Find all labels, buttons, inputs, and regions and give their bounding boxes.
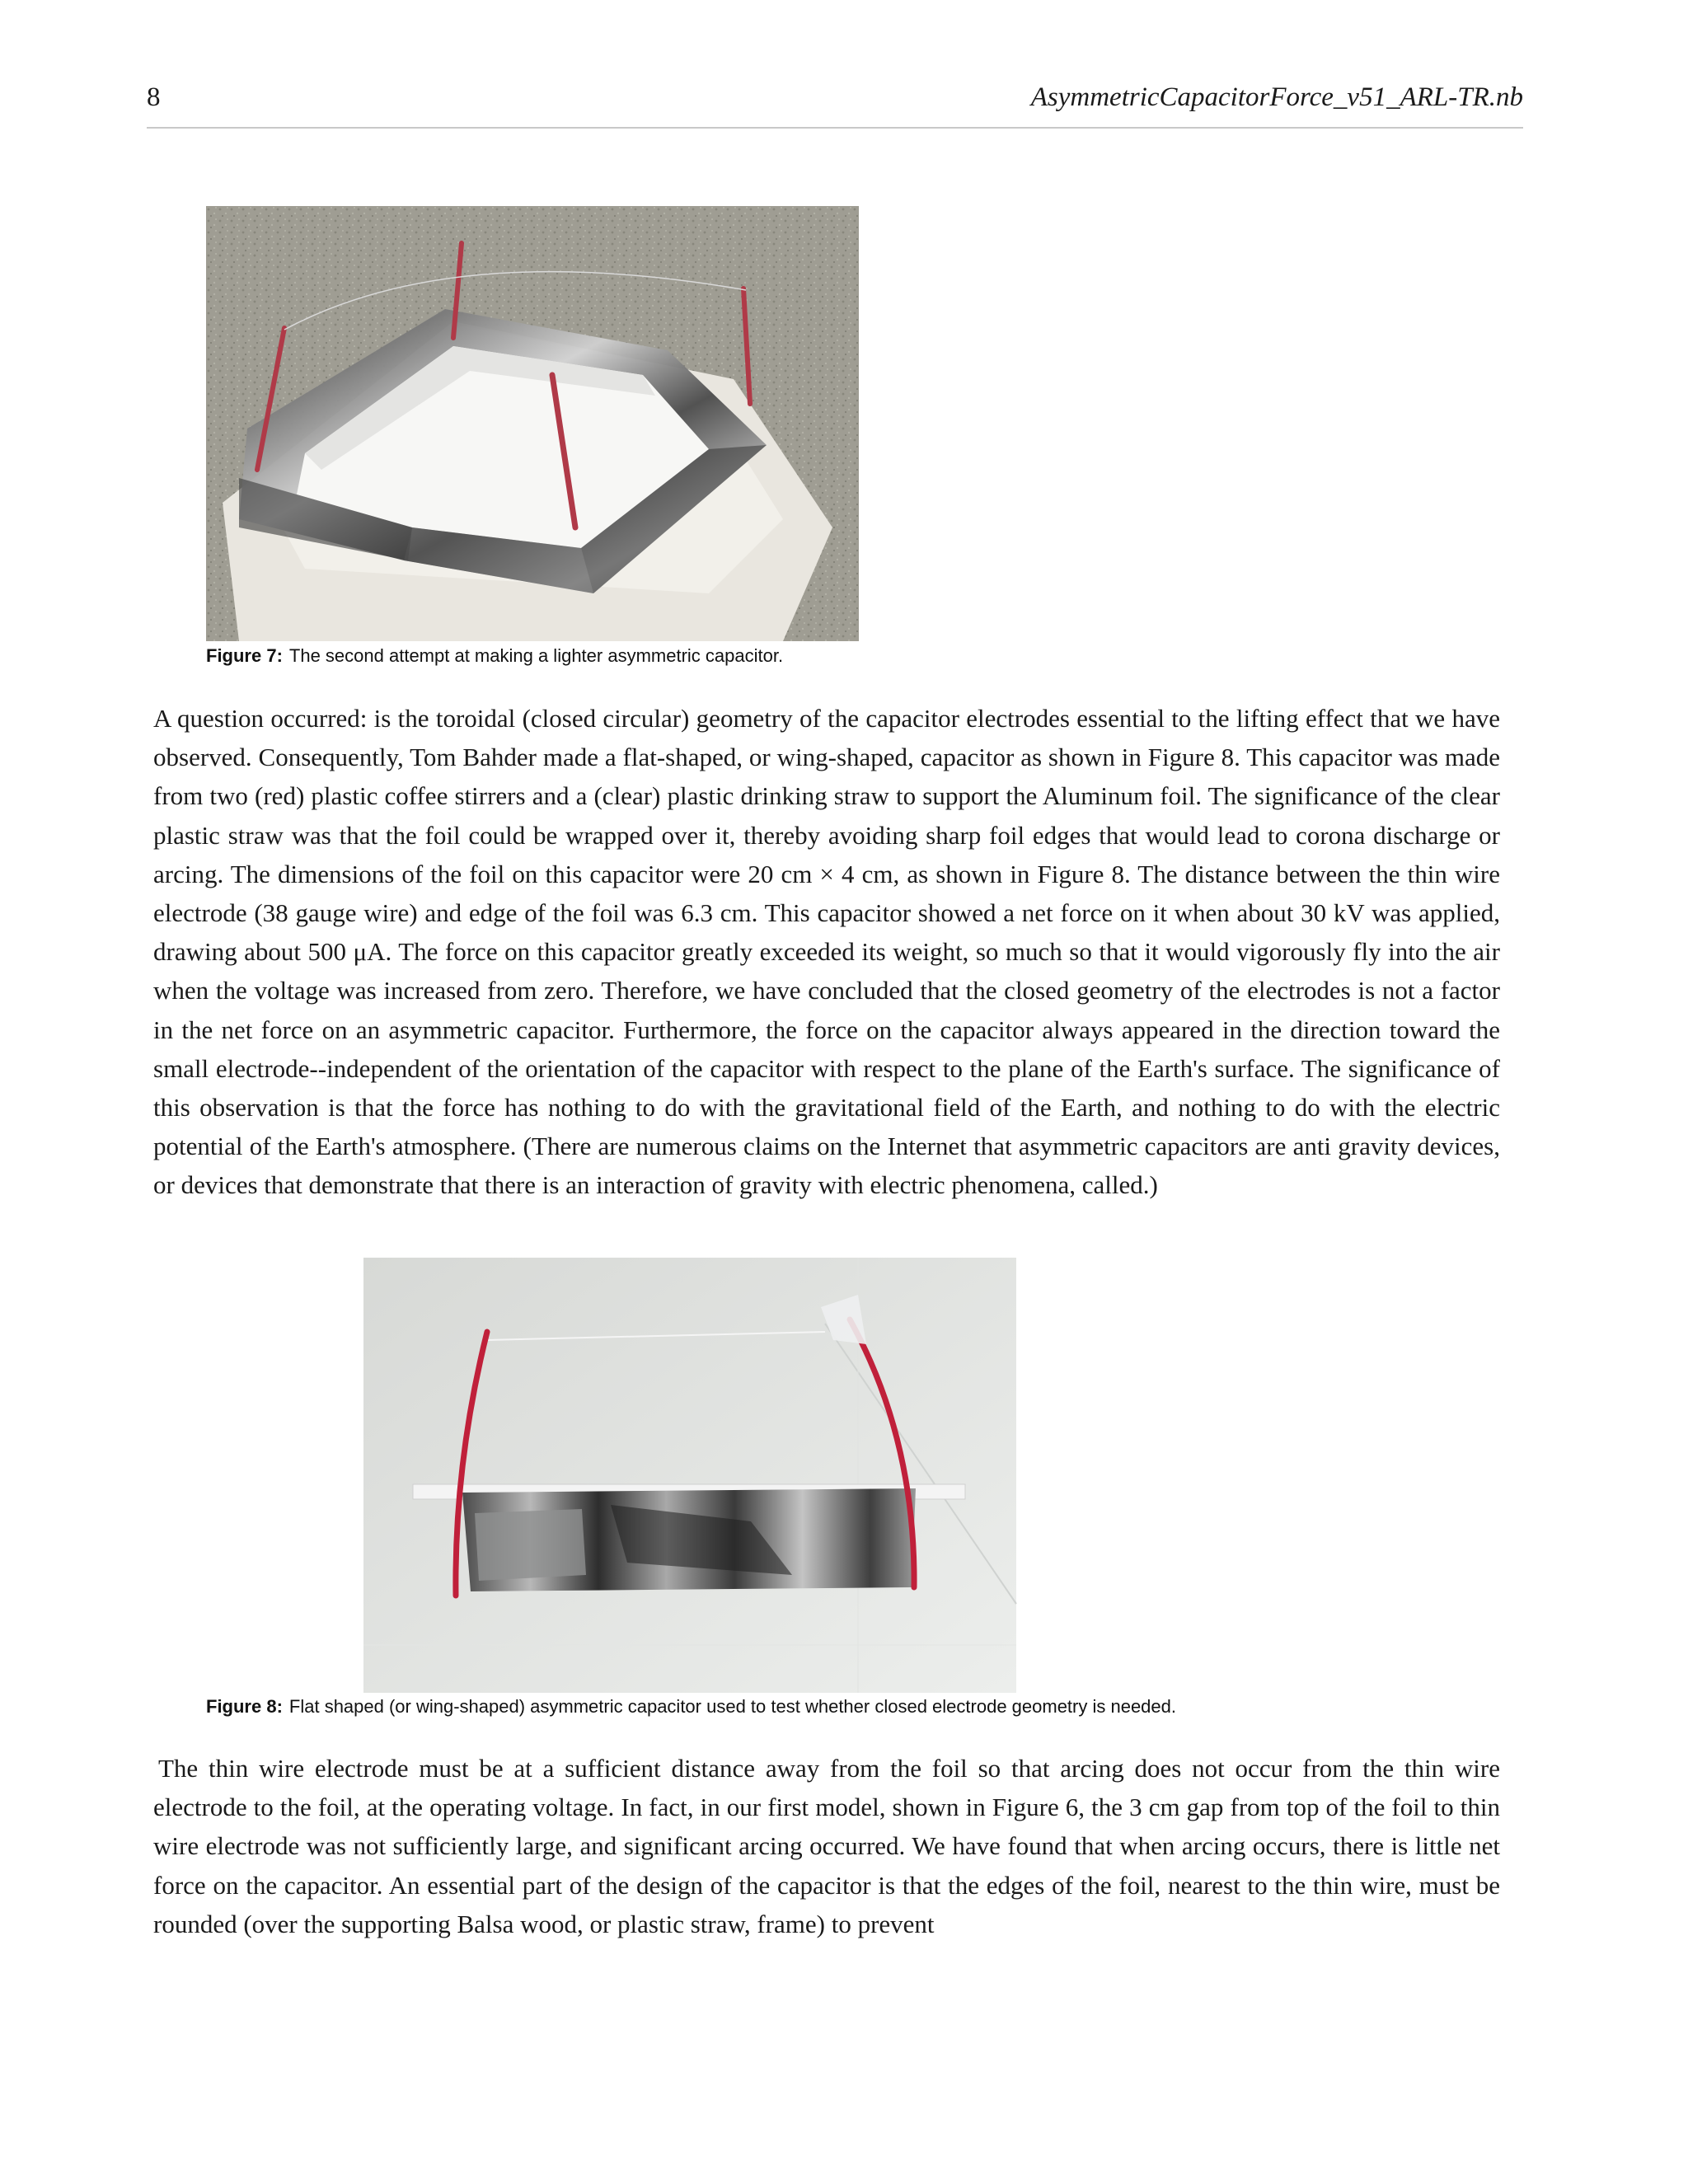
figure-8-caption-text: Flat shaped (or wing-shaped) asymmetric capacitor used to test whether closed electrode geometry is needed. [288, 1696, 1177, 1717]
running-title: AsymmetricCapacitorForce_v51_ARL-TR.nb [1030, 82, 1523, 112]
figure-8-label: Figure 8: [206, 1696, 283, 1717]
figure-7-caption-text: The second attempt at making a lighter asymmetric capacitor. [288, 645, 784, 666]
body-paragraph-2: The thin wire electrode must be at a sufficient distance away from the foil so that arcing does not occur from the thin wire electrode to the foil, at the operating voltage. In fact, in our first model, shown in Figure 6, the 3 cm gap from top of the foil to thin wire electrode was not sufficiently large, and significant arcing occurred. We have found that when arcing occurs, there is little net force on the capacitor. An essential part of the design of the capacitor is that the edges of the foil, nearest to the thin wire, must be rounded (over the supporting Balsa wood, or plastic straw, frame) to prevent [153, 1754, 1500, 1938]
figure-7-label: Figure 7: [206, 645, 283, 666]
page-number: 8 [147, 82, 161, 112]
figure-7-caption [206, 645, 783, 667]
figure-8-photo [363, 1258, 1016, 1693]
figure-8-caption [206, 1696, 1176, 1718]
page-header [147, 79, 1523, 129]
body-paragraph-1: A question occurred: is the toroidal (closed circular) geometry of the capacitor electrodes essential to the lifting effect that we have observed. Consequently, Tom Bahder made a flat-shaped, or wing-shaped, capacitor as shown in Figure 8. This capacitor was made from two (red) plastic coffee stirrers and a (clear) plastic drinking straw to support the Aluminum foil. The significance of the clear plastic straw was that the foil could be wrapped over it, thereby avoiding sharp foil edges that would lead to corona discharge or arcing. The dimensions of the foil on this capacitor were 20 cm × 4 cm, as shown in Figure 8. The distance between the thin wire electrode (38 gauge wire) and edge of the foil was 6.3 cm. This capacitor showed a net force on it when about 30 kV was applied, drawing about 500 μA. The force on this capacitor greatly exceeded its weight, so much so that it would vigorously fly into the air when the voltage was increased from zero. Therefore, we have concluded that the closed geometry of the electrodes is not a factor in the net force on an asymmetric capacitor. Furthermore, the force on the capacitor always appeared in the direction toward the small electrode--independent of the orientation of the capacitor with respect to the plane of the Earth's surface. The significance of this observation is that the force has nothing to do with the gravitational field of the Earth, and nothing to do with the electric potential of the Earth's atmosphere. (There are numerous claims on the Internet that asymmetric capacitors are anti gravity devices, or devices that demonstrate that there is an interaction of gravity with electric phenomena, called.) [153, 704, 1500, 1200]
figure-7-photo [206, 206, 859, 641]
